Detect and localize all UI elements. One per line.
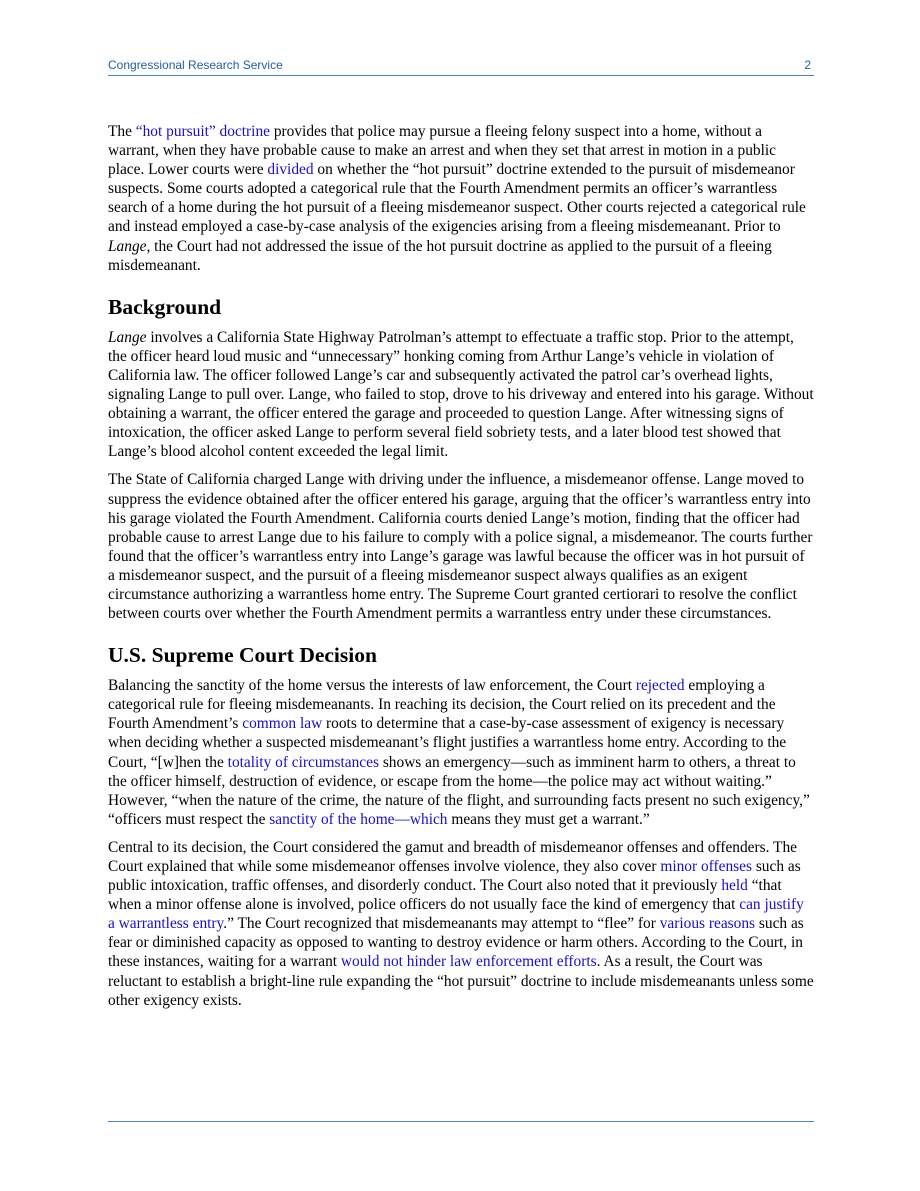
rejected-link[interactable]: rejected [635, 677, 685, 695]
minor-offenses-link[interactable]: minor offenses [660, 858, 752, 875]
document-body [108, 122, 814, 1019]
footer-divider [108, 1121, 814, 1122]
various-reasons-link[interactable]: various reasons [659, 915, 756, 933]
background-heading: Background [108, 294, 222, 319]
common-law-link[interactable]: common law [242, 715, 323, 733]
warrantless-entry-link[interactable]: can justify a warrantless entry [108, 896, 804, 933]
held-link[interactable]: held [721, 877, 748, 895]
would-not-hinder-link[interactable]: would not hinder law enforcement efforts [340, 953, 597, 971]
background-paragraph-1: Lange involves a California State Highway Patrolman’s attempt to effectuate a traffic stop. Prior to the attempt, the officer heard loud music and “unnecessary” honking coming from Arthur Lange’s vehicle in violation of California law. The officer followed Lange’s car and subsequently activated the patrol car’s overhead lights, signaling Lange to pull over. Lange, who failed to stop, drove to his driveway and entered into his garage. Without obtaining a warrant, the officer entered the garage and proceeded to question Lange. After witnessing signs of intoxication, the officer asked Lange to perform several field sobriety tests, and a later blood test showed that Lange’s blood alcohol content exceeded the legal limit. [108, 328, 814, 461]
hot-pursuit-doctrine-link[interactable]: “hot pursuit” doctrine [135, 123, 270, 140]
intro-paragraph: The “hot pursuit” doctrine provides that police may pursue a fleeing felony suspect into a home, without a warrant, when they have probable cause to make an arrest and when they set that arrest in motion in a public place. Lower courts were divided on whether the “hot pursuit” doctrine extended to the pursuit of misdemeanor suspects. Some courts adopted a categorical rule that the Fourth Amendment permits an officer’s warrantless search of a home during the hot pursuit of a fleeing misdemeanor suspect. Other courts rejected a categorical rule and instead employed a case-by-case analysis of the exigencies arising from a fleeing misdemeanant. Prior to Lange, the Court had not addressed the issue of the hot pursuit doctrine as applied to the pursuit of a fleeing misdemeanant. [108, 123, 806, 274]
header-divider [108, 75, 814, 76]
sanctity-of-home-link-dash[interactable]: —which [394, 810, 448, 828]
header-publisher: Congressional Research Service [108, 58, 283, 72]
decision-paragraph-1: Balancing the sanctity of the home versus the interests of law enforcement, the Court rejected employing a categorical rule for fleeing misdemeanants. In reaching its decision, the Court relied on its precedent and the Fourth Amendment’s common law roots to determine that a case-by-case assessment of exigency is necessary when deciding whether a suspected misdemeanant’s flight justifies a warrantless home entry. According to the Court, “[w]hen the totality of circumstances shows an emergency—such as imminent harm to others, a threat to the officer himself, destruction of evidence, or escape from the home—the police may act without waiting.” However, “when the nature of the crime, the nature of the flight, and surrounding facts present no such exigency,” “officers must respect the sanctity of the home—which means they must get a warrant.” [108, 677, 810, 828]
divided-link[interactable]: divided [267, 161, 314, 179]
page-number: 2 [804, 58, 811, 72]
decision-paragraph-2: Central to its decision, the Court considered the gamut and breadth of misdemeanor offenses and offenders. The Court explained that while some misdemeanor offenses involve violence, they also cover minor offenses such as public intoxication, traffic offenses, and disorderly conduct. The Court also noted that it previously held “that when a minor offense alone is involved, police officers do not usually face the kind of emergency that can justify a warrantless entry.” The Court recognized that misdemeanants may attempt to “flee” for various reasons such as fear or diminished capacity as opposed to wanting to destroy evidence or harm others. According to the Court, in these instances, waiting for a warrant would not hinder law enforcement efforts. As a result, the Court was reluctant to establish a bright-line rule expanding the “hot pursuit” doctrine to include misdemeanants unless some other exigency exists. [108, 838, 814, 1009]
totality-of-circumstances-link[interactable]: totality of circumstances [227, 753, 379, 771]
decision-heading: U.S. Supreme Court Decision [108, 643, 377, 668]
sanctity-of-home-link[interactable]: sanctity of the home [269, 810, 395, 828]
background-paragraph-2: The State of California charged Lange with driving under the influence, a misdemeanor offense. Lange moved to suppress the evidence obtained after the officer entered his garage, arguing that the officer’s warrantless entry into his garage violated the Fourth Amendment. California courts denied Lange’s motion, finding that the officer had probable cause to arrest Lange due to his failure to comply with a police signal, a misdemeanor. The courts further found that the officer’s warrantless entry into Lange’s garage was lawful because the officer was in hot pursuit of a misdemeanor suspect, and the pursuit of a fleeing misdemeanor suspect always qualifies as an exigent circumstance authorizing a warrantless home entry. The Supreme Court granted certiorari to resolve the conflict between courts over whether the Fourth Amendment permits a warrantless entry under these circumstances. [108, 471, 813, 623]
page-header [108, 58, 814, 76]
